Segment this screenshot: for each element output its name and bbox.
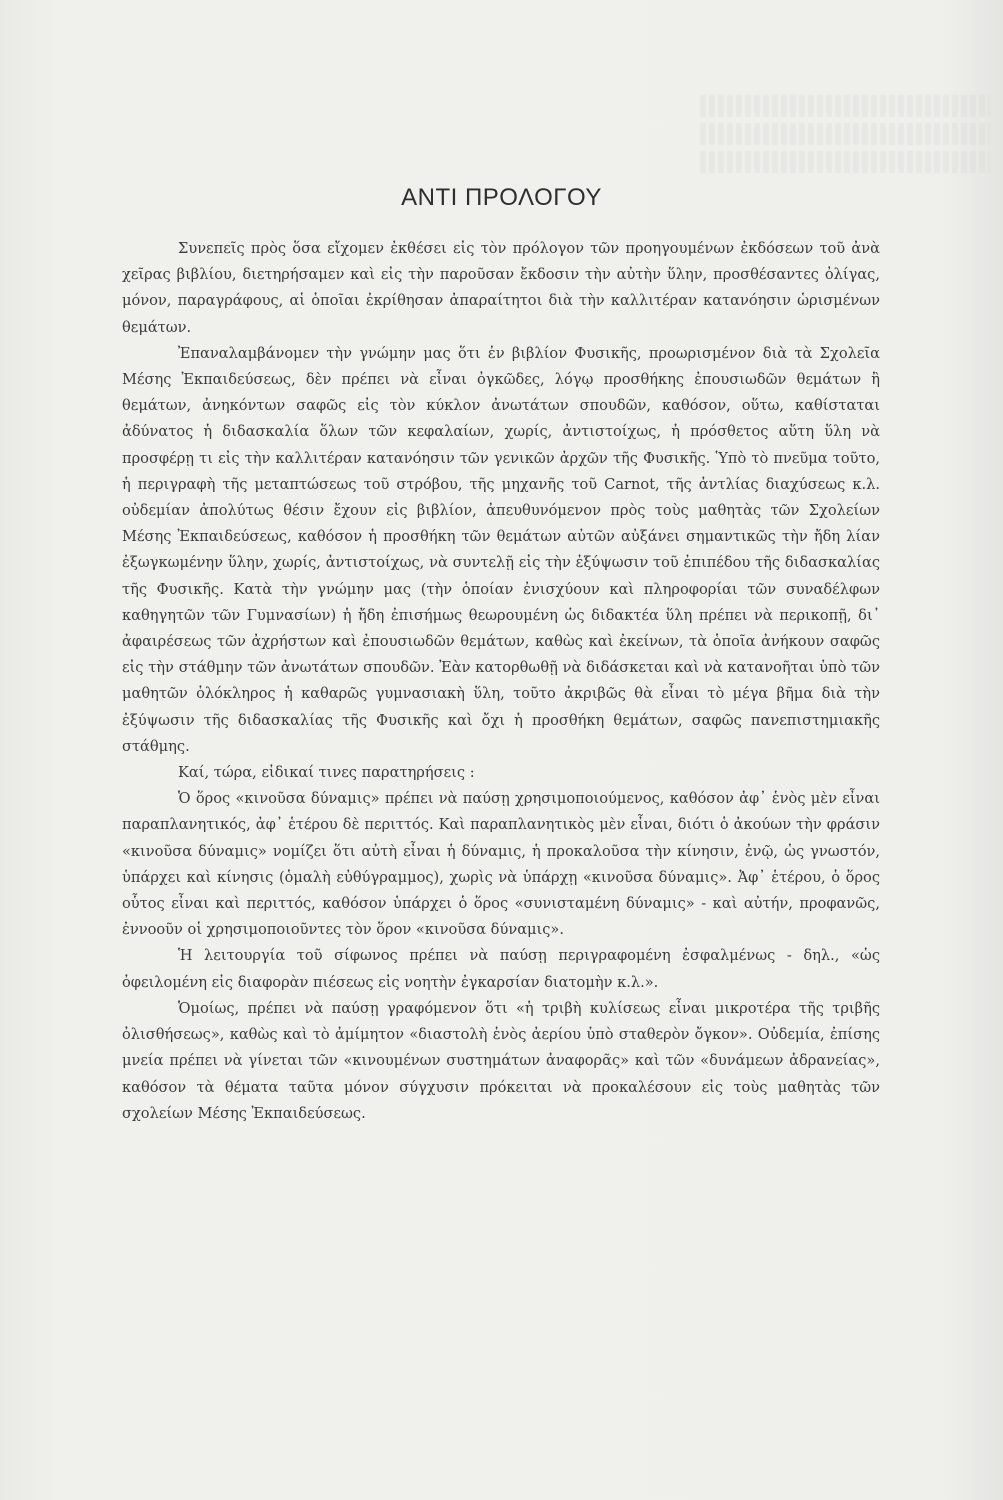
paragraph-main: Ἐπαναλαμβάνομεν τὴν γνώμην μας ὅτι ἐν βιβλίον Φυσικῆς, προωρισμένον διὰ τὰ Σχολεῖα Μέσης Ἐκπαιδεύσεως, δὲν πρέπει νὰ εἶναι ὀγκῶδες, λόγῳ προσθήκης ἐπουσιωδῶν θεμάτων ἢ θεμάτων, ἀνηκόντων σαφῶς εἰς τὸν κύκλον ἀνωτάτων σπουδῶν, καθόσον, οὕτω, καθίσταται ἀδύνατος ἡ διδασκαλία ὅλων τῶν κεφαλαίων, χωρίς, ἀντιστοίχως, ἡ πρόσθετος αὕτη ὕλη νὰ προσφέρῃ τι εἰς τὴν καλλιτέραν κατανόησιν τῶν γενικῶν ἀρχῶν τῆς Φυσικῆς. Ὑπὸ τὸ πνεῦμα τοῦτο, ἡ περιγραφὴ τῆς μεταπτώσεως τοῦ στρόβου, τῆς μηχανῆς τοῦ Carnot, τῆς ἀντλίας διαχύσεως κ.λ. οὐδεμίαν ἀπολύτως θέσιν ἔχουν εἰς βιβλίον, ἀπευθυνόμενον πρὸς τοὺς μαθητὰς τῶν Σχολείων Μέσης Ἐκπαιδεύσεως, καθόσον ἡ προσθήκη τῶν θεμάτων αὐτῶν αὐξάνει σημαντικῶς τὴν ἤδη λίαν ἐξωγκωμένην ὕλην, χωρίς, ἀντιστοίχως, νὰ συντελῇ εἰς τὴν ἐξύψωσιν τοῦ ἐπιπέδου τῆς διδασκαλίας τῆς Φυσικῆς. Κατὰ τὴν γνώμην μας (τὴν ὁποίαν ἐνισχύουν καὶ πληροφορίαι τῶν συναδέλφων καθηγητῶν τῶν Γυμνασίων) ἡ ἤδη ἐπισήμως θεωρουμένη ὡς διδακτέα ὕλη πρέπει νὰ περικοπῇ, δι᾿ ἀφαιρέσεως τῶν ἀχρήστων καὶ ἐπουσιωδῶν θεμάτων, καθὼς καὶ ἐκείνων, τὰ ὁποῖα ἀνήκουν σαφῶς εἰς τὴν στάθμην τῶν ἀνωτάτων σπουδῶν. Ἐὰν κατορθωθῇ νὰ διδάσκεται καὶ νὰ κατανοῆται ὑπὸ τῶν μαθητῶν ὁλόκληρος ἡ καθαρῶς γυμνασιακὴ ὕλη, τοῦτο ἀκριβῶς θὰ εἶναι τὸ μέγα βῆμα διὰ τὴν ἐξύψωσιν τῆς διδασκαλίας τῆς Φυσικῆς καὶ ὄχι ἡ προσθήκη θεμάτων, σαφῶς πανεπιστημιακῆς στάθμης. [122, 344, 880, 755]
paragraph-intro: Συνεπεῖς πρὸς ὅσα εἴχομεν ἐκθέσει εἰς τὸν πρόλογον τῶν προηγουμένων ἐκδόσεων τοῦ ἀνὰ χεῖρας βιβλίου, διετηρήσαμεν καὶ εἰς τὴν παροῦσαν ἔκδοσιν τὴν αὐτὴν ὕλην, προσθέσαντες ὀλίγας, μόνον, παραγράφους, αἱ ὁποῖαι ἐκρίθησαν ἀπαραίτητοι διὰ τὴν καλλιτέραν κατανόησιν ὡρισμένων θεμάτων. [122, 240, 880, 336]
paragraph-moving-force: Ὁ ὅρος «κινοῦσα δύναμις» πρέπει νὰ παύσῃ χρησιμοποιούμενος, καθόσον ἀφ᾿ ἑνὸς μὲν εἶναι παραπλανητικός, ἀφ᾿ ἑτέρου δὲ περιττός. Καὶ παραπλανητικὸς μὲν εἶναι, διότι ὁ ἀκούων τὴν φράσιν «κινοῦσα δύναμις» νομίζει ὅτι αὐτὴ εἶναι ἡ δύναμις, ἡ προκαλοῦσα τὴν κίνησιν, ἐνῷ, ὡς γνωστόν, ὑπάρχει καὶ κίνησις (ὁμαλὴ εὐθύγραμμος), χωρὶς νὰ ὑπάρχῃ «κινοῦσα δύναμις». Ἀφ᾿ ἑτέρου, ὁ ὅρος οὗτος εἶναι καὶ περιττός, καθόσον ὑπάρχει ὁ ὅρος «συνισταμένη δύναμις» - καὶ αὐτήν, προφανῶς, ἐννοοῦν οἱ χρησιμοποιοῦντες τὸν ὅρον «κινοῦσα δύναμις». [122, 790, 880, 939]
paragraph-siphon: Ἡ λειτουργία τοῦ σίφωνος πρέπει νὰ παύσῃ περιγραφομένη ἐσφαλμένως - δηλ., «ὡς ὀφειλομένη εἰς διαφορὰν πιέσεως εἰς νοητὴν ἐγκαρσίαν διατομὴν κ.λ.». [122, 947, 880, 991]
paragraph-friction: Ὁμοίως, πρέπει νὰ παύσῃ γραφόμενον ὅτι «ἡ τριβὴ κυλίσεως εἶναι μικροτέρα τῆς τριβῆς ὀλισθήσεως», καθὼς καὶ τὸ ἀμίμητον «διαστολὴ ἑνὸς ἀερίου ὑπὸ σταθερὸν ὄγκον». Οὐδεμία, ἐπίσης μνεία πρέπει νὰ γίνεται τῶν «κινουμένων συστημάτων ἀναφορᾶς» καὶ τῶν «δυνάμεων ἀδρανείας», καθόσον τὰ θέματα ταῦτα μόνον σύγχυσιν πρόκειται νὰ προκαλέσουν εἰς τοὺς μαθητὰς τῶν σχολείων Μέσης Ἐκπαιδεύσεως. [122, 999, 880, 1122]
paragraph-remarks-heading: Καί, τώρα, εἰδικαί τινες παρατηρήσεις : [178, 764, 475, 782]
body-text [122, 236, 880, 1127]
page-title: ΑΝΤΙ ΠΡΟΛΟΓΟΥ [401, 184, 602, 211]
